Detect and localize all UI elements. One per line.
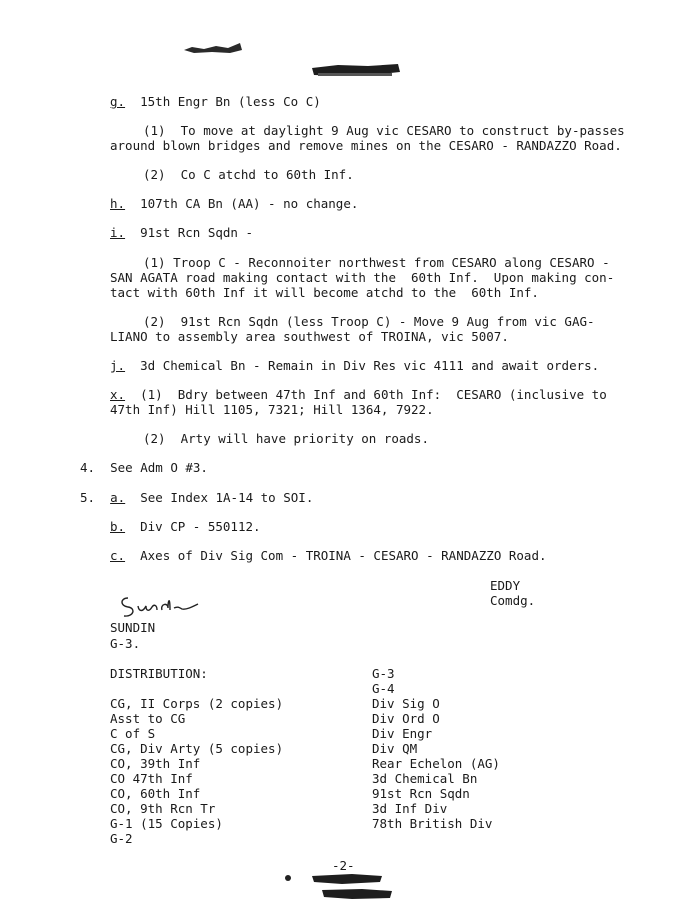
item-x-p2: (2) Arty will have priority on roads. xyxy=(143,431,429,446)
distribution-right-4: Rear Echelon (AG) xyxy=(372,756,500,771)
top-left-smudge xyxy=(182,38,244,56)
distribution-left-5: CO 47th Inf xyxy=(110,771,193,786)
item-g-heading xyxy=(110,94,321,109)
distribution-right-2: Div Engr xyxy=(372,726,433,741)
item-i-letter: i. xyxy=(110,225,126,240)
item-i-p1-line3: tact with 60th Inf it will become atchd to the 60th Inf. xyxy=(110,285,539,300)
paragraph-5-a-letter: a. xyxy=(110,490,126,505)
distribution-right-7: 3d Inf Div xyxy=(372,801,448,816)
distribution-right-top-1: G-4 xyxy=(372,681,395,696)
item-g-p2: (2) Co C atchd to 60th Inf. xyxy=(143,167,354,182)
distribution-left-1: Asst to CG xyxy=(110,711,186,726)
distribution-left-8: G-1 (15 Copies) xyxy=(110,816,223,831)
item-i-p2-line1: (2) 91st Rcn Sqdn (less Troop C) - Move 9 Aug from vic GAG- xyxy=(143,314,595,329)
item-x-letter: x. xyxy=(110,387,126,402)
paragraph-5-number: 5. xyxy=(80,490,96,505)
distribution-right-top-0: G-3 xyxy=(372,666,395,681)
commander-name: EDDY xyxy=(490,578,521,593)
distribution-right-3: Div QM xyxy=(372,741,418,756)
commander-title: Comdg. xyxy=(490,593,536,608)
distribution-right-6: 91st Rcn Sqdn xyxy=(372,786,470,801)
paragraph-5-c-text: Axes of Div Sig Com - TROINA - CESARO - RANDAZZO Road. xyxy=(140,548,547,563)
bottom-stamp-mark xyxy=(282,872,402,902)
item-g-title: 15th Engr Bn (less Co C) xyxy=(140,94,321,109)
paragraph-5-b-letter: b. xyxy=(110,519,126,534)
item-i-heading xyxy=(110,225,253,240)
distribution-right-1: Div Ord O xyxy=(372,711,440,726)
item-g-letter: g. xyxy=(110,94,126,109)
item-h xyxy=(110,196,358,211)
paragraph-5-b-text: Div CP - 550112. xyxy=(140,519,261,534)
paragraph-4 xyxy=(80,460,208,475)
distribution-right-0: Div Sig O xyxy=(372,696,440,711)
item-h-letter: h. xyxy=(110,196,126,211)
item-j-text: 3d Chemical Bn - Remain in Div Res vic 4111 and await orders. xyxy=(140,358,600,373)
distribution-left-2: C of S xyxy=(110,726,156,741)
signature-name: SUNDIN xyxy=(110,620,156,635)
distribution-left-9: G-2 xyxy=(110,831,133,846)
paragraph-4-number: 4. xyxy=(80,460,96,475)
paragraph-5-a-text: See Index 1A-14 to SOI. xyxy=(140,490,314,505)
distribution-left-0: CG, II Corps (2 copies) xyxy=(110,696,284,711)
item-h-text: 107th CA Bn (AA) - no change. xyxy=(140,196,359,211)
item-x-p1-line1: (1) Bdry between 47th Inf and 60th Inf: CESARO (inclusive to xyxy=(140,387,607,402)
item-i-p2-line2: LIANO to assembly area southwest of TROINA, vic 5007. xyxy=(110,329,509,344)
distribution-right-5: 3d Chemical Bn xyxy=(372,771,478,786)
distribution-left-3: CG, Div Arty (5 copies) xyxy=(110,741,284,756)
paragraph-5-a xyxy=(80,490,313,505)
item-i-p1-line1: (1) Troop C - Reconnoiter northwest from CESARO along CESARO - xyxy=(143,255,610,270)
paragraph-4-text: See Adm O #3. xyxy=(110,460,208,475)
distribution-left-4: CO, 39th Inf xyxy=(110,756,201,771)
distribution-heading: DISTRIBUTION: xyxy=(110,666,208,681)
item-g-p1-line2: around blown bridges and remove mines on the CESARO - RANDAZZO Road. xyxy=(110,138,622,153)
distribution-left-6: CO, 60th Inf xyxy=(110,786,201,801)
item-x-p1-line2: 47th Inf) Hill 1105, 7321; Hill 1364, 7922. xyxy=(110,402,434,417)
paragraph-5-c xyxy=(110,548,547,563)
paragraph-5-c-letter: c. xyxy=(110,548,126,563)
item-g-p1-line1: (1) To move at daylight 9 Aug vic CESARO to construct by-passes xyxy=(143,123,625,138)
distribution-left-7: CO, 9th Rcn Tr xyxy=(110,801,216,816)
item-x-line1 xyxy=(110,387,607,402)
page-number: -2- xyxy=(332,858,355,873)
item-j xyxy=(110,358,599,373)
handwritten-signature xyxy=(112,592,202,622)
distribution-right-8: 78th British Div xyxy=(372,816,493,831)
item-j-letter: j. xyxy=(110,358,126,373)
item-i-p1-line2: SAN AGATA road making contact with the 60th Inf. Upon making con- xyxy=(110,270,615,285)
paragraph-5-b xyxy=(110,519,261,534)
classification-stamp-mark xyxy=(308,60,404,80)
item-i-title: 91st Rcn Sqdn - xyxy=(140,225,254,240)
signature-title: G-3. xyxy=(110,636,141,651)
